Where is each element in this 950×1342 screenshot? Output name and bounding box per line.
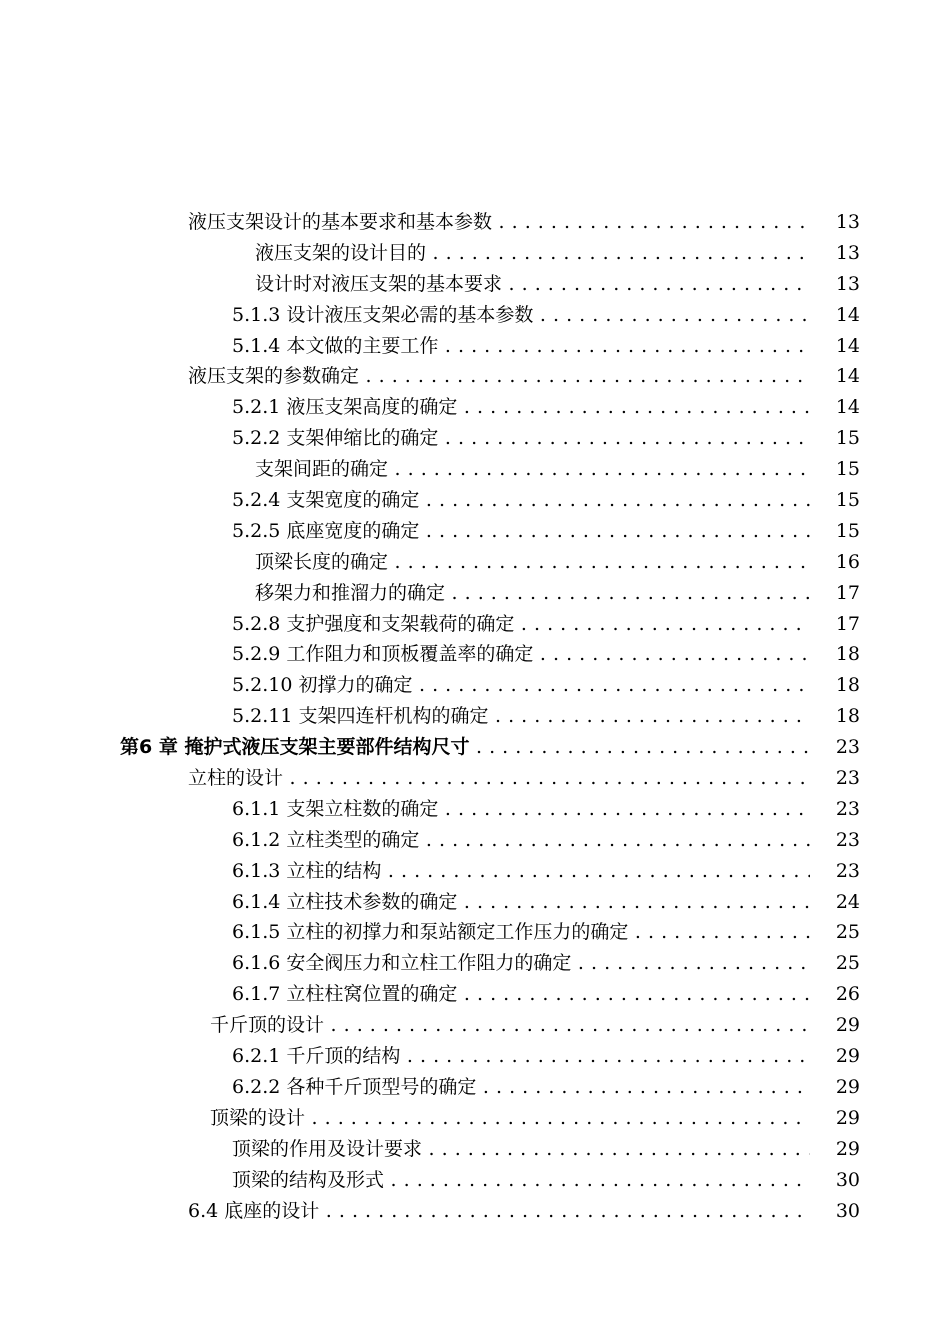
table-of-contents [0,207,950,1226]
toc-page-number: 15 [835,519,860,542]
toc-entry[interactable] [0,423,950,454]
toc-page-number: 29 [835,1137,860,1160]
toc-page-number: 23 [835,797,860,820]
toc-entry-title: 顶梁的结构及形式 . . . [232,1165,810,1196]
toc-entry[interactable] [0,578,950,609]
toc-page-number: 13 [835,241,860,264]
toc-entry[interactable] [0,485,950,516]
toc-entry-title: 6.1.2 立柱类型的确定 . . . [232,825,810,856]
toc-entry[interactable] [0,361,950,392]
toc-entry-title: 液压支架的参数确定 . . . [188,361,810,392]
toc-chapter-entry[interactable] [0,732,950,763]
toc-page-number: 30 [835,1199,860,1222]
toc-entry-title: 千斤顶的设计 . . . [210,1010,810,1041]
toc-page-number: 29 [835,1106,860,1129]
toc-entry-title: 6.1.1 支架立柱数的确定 . . . [232,794,810,825]
toc-entry[interactable] [0,1010,950,1041]
toc-page-number: 25 [835,952,860,975]
toc-entry[interactable] [0,1103,950,1134]
toc-entry-title: 5.1.3 设计液压支架必需的基本参数 . . . [232,300,810,331]
toc-entry-title: 设计时对液压支架的基本要求 . . . [255,269,810,300]
toc-entry-title: 5.2.11 支架四连杆机构的确定 . . . [232,701,810,732]
toc-entry-title: 5.2.1 液压支架高度的确定 . . . [232,392,810,423]
toc-entry[interactable] [0,269,950,300]
toc-page-number: 17 [835,581,860,604]
toc-entry-title: 支架间距的确定 . . . [255,454,810,485]
toc-entry-title: 顶梁的设计 . . . [210,1103,810,1134]
toc-entry[interactable] [0,979,950,1010]
toc-entry[interactable] [0,331,950,362]
toc-entry-title: 6.2.1 千斤顶的结构 . . . [232,1041,810,1072]
toc-page-number: 29 [835,1075,860,1098]
toc-page-number: 18 [835,705,860,728]
toc-page-number: 30 [835,1168,860,1191]
toc-entry-title: 5.2.2 支架伸缩比的确定 . . . [232,423,810,454]
toc-entry-title: 5.2.8 支护强度和支架载荷的确定 . . . [232,609,810,640]
toc-page-number: 16 [835,550,860,573]
toc-entry-title: 5.2.5 底座宽度的确定 . . . [232,516,810,547]
toc-entry[interactable] [0,670,950,701]
toc-entry[interactable] [0,392,950,423]
toc-entry[interactable] [0,516,950,547]
toc-entry-title: 6.1.5 立柱的初撑力和泵站额定工作压力的确定 . . . [232,917,810,948]
toc-page-number: 23 [835,767,860,790]
toc-entry-title: 6.1.4 立柱技术参数的确定 . . . [232,887,810,918]
toc-entry[interactable] [0,763,950,794]
toc-page-number: 18 [835,643,860,666]
toc-entry[interactable] [0,887,950,918]
toc-entry[interactable] [0,547,950,578]
toc-entry-title: 6.1.3 立柱的结构 . . . [232,856,810,887]
toc-entry-title: 液压支架设计的基本要求和基本参数 . . . [188,207,810,238]
toc-entry[interactable] [0,207,950,238]
toc-entry-title: 顶梁的作用及设计要求 . . . [232,1134,810,1165]
toc-entry-title: 6.2.2 各种千斤顶型号的确定 . . . [232,1072,810,1103]
toc-page-number: 17 [835,612,860,635]
toc-page-number: 23 [835,736,860,759]
toc-page-number: 14 [835,303,860,326]
toc-entry[interactable] [0,1165,950,1196]
toc-entry[interactable] [0,1041,950,1072]
toc-entry[interactable] [0,454,950,485]
toc-entry[interactable] [0,609,950,640]
toc-page-number: 15 [835,458,860,481]
toc-page-number: 24 [835,890,860,913]
toc-page-number: 26 [835,983,860,1006]
toc-entry[interactable] [0,794,950,825]
toc-entry[interactable] [0,639,950,670]
toc-entry-title: 6.1.7 立柱柱窝位置的确定 . . . [232,979,810,1010]
toc-entry-title: 6.1.6 安全阀压力和立柱工作阻力的确定 . . . [232,948,810,979]
toc-entry[interactable] [0,856,950,887]
toc-page-number: 14 [835,365,860,388]
toc-entry-title: 5.2.9 工作阻力和顶板覆盖率的确定 . . . [232,639,810,670]
toc-entry-title: 立柱的设计 . . . [188,763,810,794]
toc-entry[interactable] [0,701,950,732]
toc-entry-title: 移架力和推溜力的确定 . . . [255,578,810,609]
toc-page-number: 18 [835,674,860,697]
toc-entry-title: 5.1.4 本文做的主要工作 . . . [232,331,810,362]
toc-page-number: 15 [835,427,860,450]
toc-entry-title: 5.2.10 初撑力的确定 . . . [232,670,810,701]
toc-page-number: 13 [835,211,860,233]
toc-entry-title: 5.2.4 支架宽度的确定 . . . [232,485,810,516]
toc-page-number: 25 [835,921,860,944]
toc-page-number: 23 [835,859,860,882]
toc-entry[interactable] [0,300,950,331]
toc-entry-title: 6.4 底座的设计 . . . [188,1196,810,1227]
toc-entry[interactable] [0,948,950,979]
toc-entry[interactable] [0,1134,950,1165]
toc-page-number: 13 [835,272,860,295]
toc-entry[interactable] [0,917,950,948]
toc-entry-title: 第6 章 掩护式液压支架主要部件结构尺寸 . . . [120,732,810,763]
toc-page-number: 14 [835,396,860,419]
toc-entry[interactable] [0,825,950,856]
toc-entry-title: 液压支架的设计目的 . . . [255,238,810,269]
toc-page-number: 29 [835,1045,860,1068]
toc-page-number: 23 [835,828,860,851]
toc-entry[interactable] [0,238,950,269]
toc-entry[interactable] [0,1072,950,1103]
toc-page-number: 14 [835,334,860,357]
toc-page-number: 15 [835,489,860,512]
toc-page-number: 29 [835,1014,860,1037]
toc-entry-title: 顶梁长度的确定 . . . [255,547,810,578]
toc-entry[interactable] [0,1196,950,1227]
